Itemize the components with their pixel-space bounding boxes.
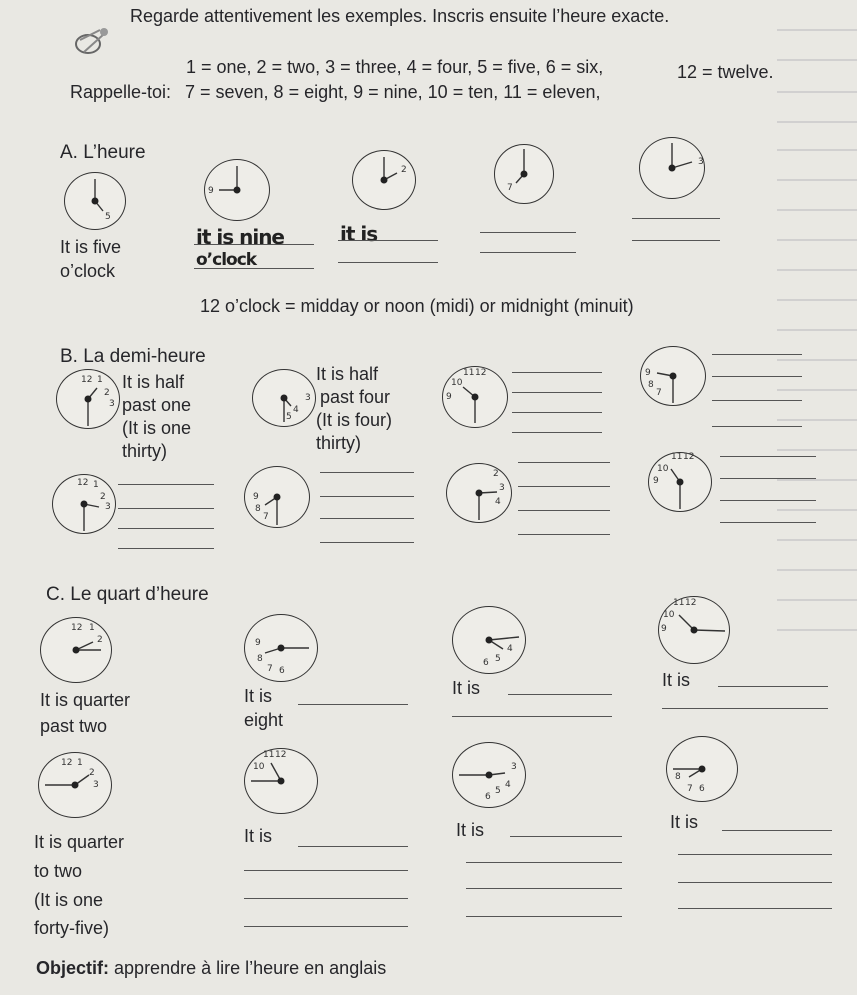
svg-text:7: 7 [263, 512, 269, 522]
svg-text:9: 9 [255, 638, 261, 648]
section-c-ex2-line4: forty-five) [34, 918, 110, 938]
svg-text:11: 11 [463, 368, 475, 378]
svg-text:3: 3 [698, 157, 704, 167]
objective-label: Objectif: [36, 958, 110, 978]
svg-text:8: 8 [257, 654, 263, 664]
section-a-example-line1: It is five [60, 237, 122, 257]
clock-b4 [640, 346, 706, 406]
section-c-ex2-line2: to two [34, 861, 83, 881]
svg-text:9: 9 [661, 624, 667, 634]
reminder-line-2: 7 = seven, 8 = eight, 9 = nine, 10 = ten, 11 = eleven, [185, 82, 601, 102]
svg-text:9: 9 [446, 392, 452, 402]
svg-text:4: 4 [507, 644, 513, 654]
svg-text:5: 5 [105, 212, 111, 222]
section-c-q4-prefix: It is [662, 670, 691, 690]
clock-b2 [252, 369, 316, 427]
svg-text:3: 3 [105, 502, 111, 512]
section-b-ex2-line4: thirty) [316, 433, 361, 453]
section-c-q3-prefix: It is [452, 678, 481, 698]
section-b-ex1-line2: past one [122, 395, 192, 415]
section-b-ex1-line4: thirty) [122, 441, 167, 461]
clock-c3 [452, 606, 526, 674]
section-c-q2-prefix: It is [244, 686, 273, 706]
clock-c5 [38, 752, 112, 818]
svg-text:9: 9 [253, 492, 259, 502]
clock-c7 [452, 742, 526, 808]
section-c-ex2-line3: (It is one [34, 890, 104, 910]
svg-text:8: 8 [648, 380, 654, 390]
section-c-q8-prefix: It is [670, 812, 699, 832]
objective-line [36, 958, 386, 979]
svg-text:12: 12 [81, 375, 93, 385]
svg-text:12: 12 [475, 368, 487, 378]
section-b-ex2-line3: (It is four) [316, 410, 393, 430]
section-b-title: B. La demi-heure [60, 346, 206, 367]
objective-text: apprendre à lire l’heure en anglais [114, 958, 387, 978]
svg-text:3: 3 [499, 483, 505, 493]
reminder-line-1: 1 = one, 2 = two, 3 = three, 4 = four, 5 = five, 6 = six, [186, 57, 604, 77]
clock-a5 [639, 137, 705, 199]
handwritten-answer-1b: o’clock [196, 250, 257, 270]
clock-c6 [244, 748, 318, 814]
svg-text:10: 10 [663, 610, 675, 620]
clock-a3 [352, 150, 416, 210]
clock-b7 [446, 463, 512, 523]
svg-text:12: 12 [71, 623, 83, 633]
svg-text:8: 8 [255, 504, 261, 514]
clock-b3 [442, 366, 508, 428]
svg-text:3: 3 [305, 393, 311, 403]
section-c-ex1-line1: It is quarter [40, 690, 131, 710]
clock-c4 [658, 596, 730, 664]
handwritten-answer-2: it is [340, 222, 378, 246]
noon-note: 12 o’clock = midday or noon (midi) or midnight (minuit) [200, 296, 634, 316]
clock-b8 [648, 452, 712, 512]
section-a-example-line2: o’clock [60, 261, 116, 281]
svg-text:12: 12 [61, 758, 73, 768]
svg-text:6: 6 [483, 658, 489, 668]
section-a-title: A. L’heure [60, 142, 146, 163]
clock-c2 [244, 614, 318, 682]
instruction-text: Regarde attentivement les exemples. Inscris ensuite l’heure exacte. [130, 6, 670, 26]
svg-text:2: 2 [97, 635, 103, 645]
svg-text:2: 2 [104, 388, 110, 398]
svg-text:2: 2 [89, 768, 95, 778]
clock-b5 [52, 474, 116, 534]
section-b-ex2-line2: past four [320, 387, 391, 407]
reminder-label: Rappelle-toi: [70, 82, 172, 102]
svg-text:9: 9 [208, 186, 214, 196]
svg-text:10: 10 [657, 464, 669, 474]
svg-text:3: 3 [93, 780, 99, 790]
notebook-lines [777, 0, 857, 995]
svg-text:11: 11 [671, 452, 683, 462]
clock-c8 [666, 736, 738, 802]
svg-text:10: 10 [253, 762, 265, 772]
handwritten-answer-1a: it is nine [196, 225, 284, 249]
svg-text:12: 12 [275, 750, 287, 760]
section-c-q7-prefix: It is [456, 820, 485, 840]
svg-text:3: 3 [511, 762, 517, 772]
section-c-title: C. Le quart d’heure [46, 584, 209, 605]
clock-c1 [40, 617, 112, 683]
svg-text:1: 1 [93, 480, 99, 490]
svg-text:2: 2 [100, 492, 106, 502]
svg-text:2: 2 [493, 469, 499, 479]
svg-text:12: 12 [683, 452, 695, 462]
svg-text:6: 6 [699, 784, 705, 794]
section-c-ex1-line2: past two [40, 716, 108, 736]
section-b-ex1-line3: (It is one [122, 418, 192, 438]
section-b-ex2-line1: It is half [316, 364, 379, 384]
section-b-ex1-line1: It is half [122, 372, 185, 392]
svg-text:8: 8 [675, 772, 681, 782]
svg-text:1: 1 [77, 758, 83, 768]
svg-text:7: 7 [687, 784, 693, 794]
svg-text:4: 4 [293, 405, 299, 415]
svg-text:4: 4 [495, 497, 501, 507]
clock-drawing-icon [70, 22, 116, 62]
svg-text:3: 3 [109, 399, 115, 409]
svg-text:1: 1 [89, 623, 95, 633]
clock-b6 [244, 466, 310, 528]
clock-a2 [204, 159, 270, 221]
svg-text:9: 9 [653, 476, 659, 486]
clock-a1 [64, 172, 126, 230]
svg-text:12: 12 [77, 478, 89, 488]
svg-text:7: 7 [267, 664, 273, 674]
svg-text:7: 7 [507, 183, 513, 193]
svg-text:5: 5 [286, 412, 292, 422]
svg-text:7: 7 [656, 388, 662, 398]
svg-text:6: 6 [485, 792, 491, 802]
svg-text:12: 12 [685, 598, 697, 608]
svg-text:11: 11 [673, 598, 685, 608]
svg-text:5: 5 [495, 654, 501, 664]
reminder-line-1b: 12 = twelve. [677, 62, 774, 82]
section-c-q6-prefix: It is [244, 826, 273, 846]
svg-text:11: 11 [263, 750, 275, 760]
svg-text:2: 2 [401, 165, 407, 175]
svg-text:5: 5 [495, 786, 501, 796]
svg-text:9: 9 [645, 368, 651, 378]
clock-a4 [494, 144, 554, 204]
svg-text:6: 6 [279, 666, 285, 676]
svg-text:4: 4 [505, 780, 511, 790]
section-c-q2-line2: eight [244, 710, 284, 730]
svg-text:1: 1 [97, 375, 103, 385]
section-c-ex2-line1: It is quarter [34, 832, 125, 852]
clock-b1 [56, 369, 120, 429]
svg-text:10: 10 [451, 378, 463, 388]
